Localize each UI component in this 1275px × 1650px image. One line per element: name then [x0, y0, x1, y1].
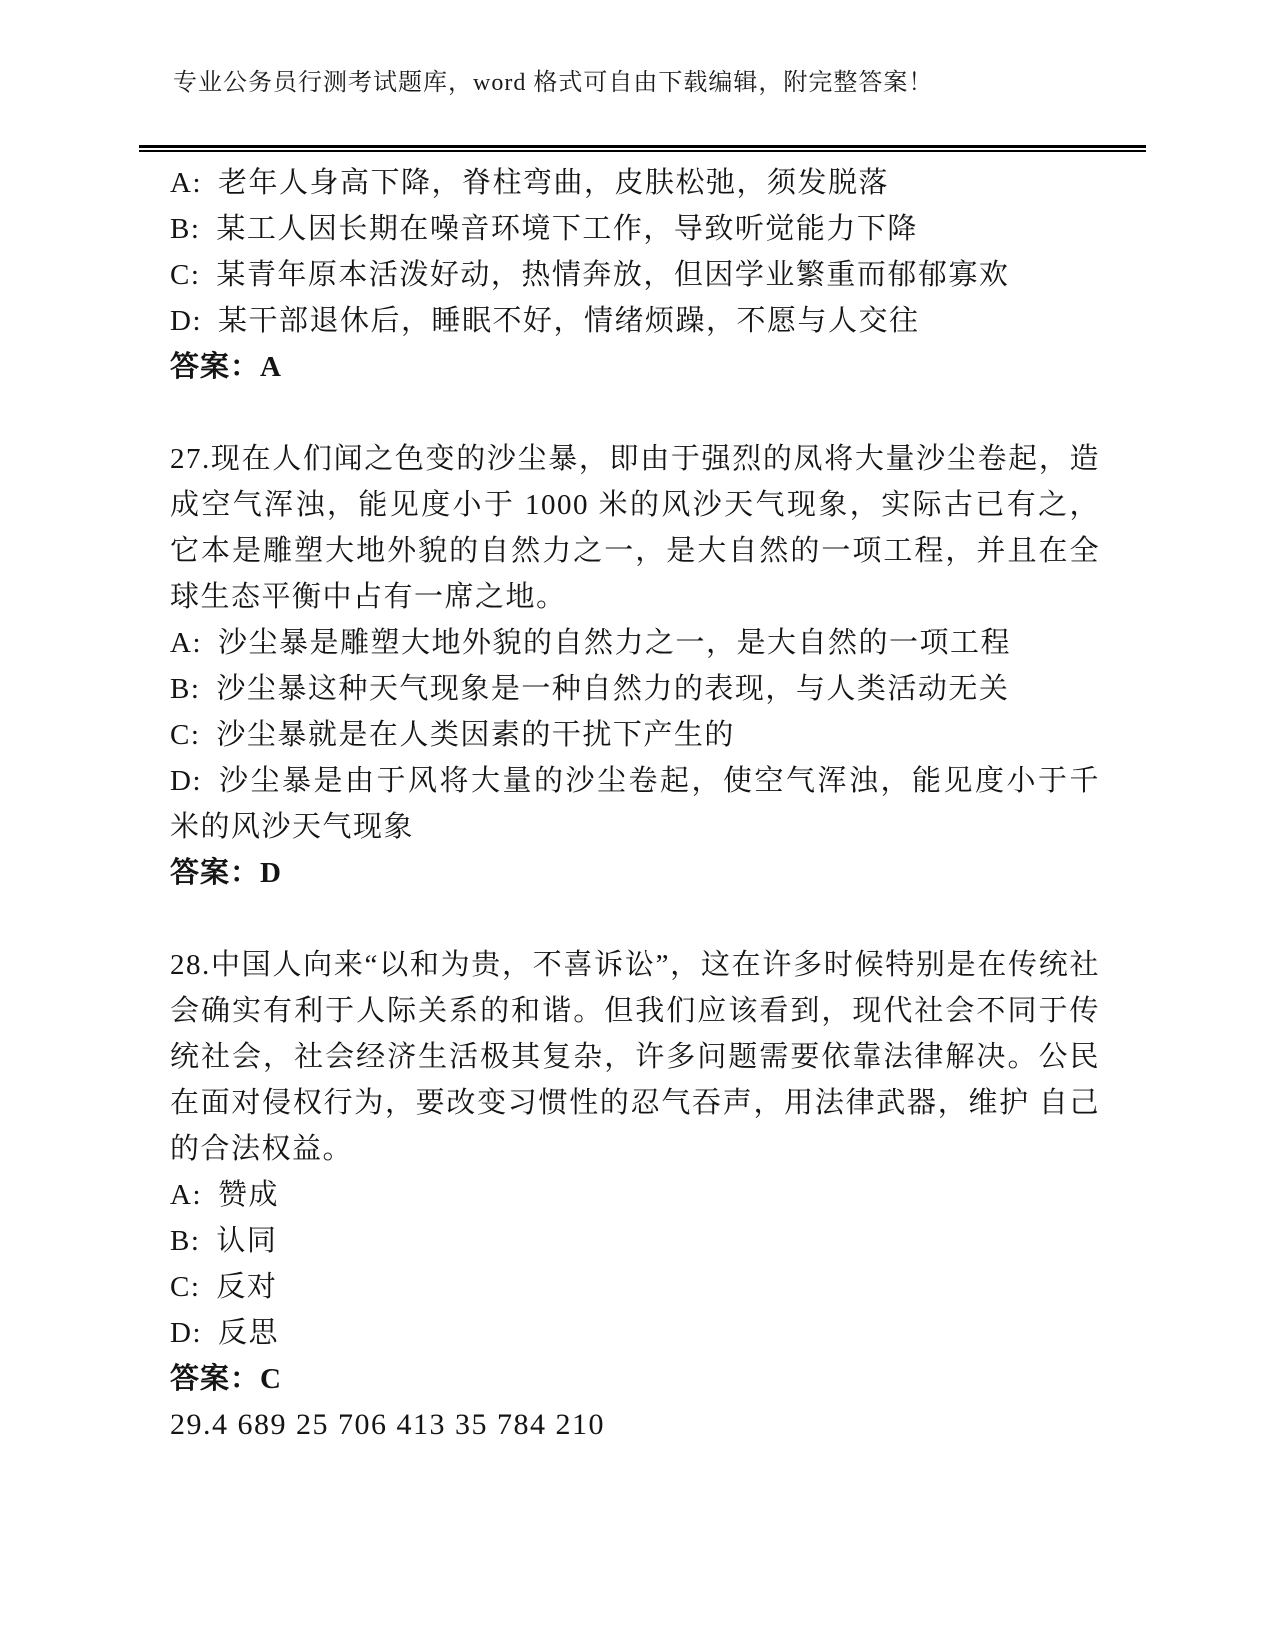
option-text: 沙尘暴是雕塑大地外貌的自然力之一，是大自然的一项工程: [217, 627, 1011, 659]
question-number: 27.: [170, 443, 211, 475]
option-row: [170, 206, 1100, 252]
option-row: [170, 1218, 1100, 1264]
option-row: [170, 758, 1100, 850]
option-text: 某干部退休后，睡眠不好，情绪烦躁，不愿与人交往: [217, 305, 920, 337]
option-text: 赞成: [217, 1179, 279, 1211]
option-label: A:: [170, 1179, 202, 1211]
option-row: [170, 620, 1100, 666]
option-text: 老年人身高下降，脊柱弯曲，皮肤松弛，须发脱落: [217, 167, 889, 199]
question-stem: [170, 436, 1100, 620]
option-text: 认同: [216, 1225, 278, 1257]
header-notice: 专业公务员行测考试题库，word 格式可自由下载编辑，附完整答案！: [173, 70, 934, 96]
option-row: [170, 1172, 1100, 1218]
question-stem-text: 现在人们闻之色变的沙尘暴，即由于强烈的凤将大量沙尘卷起，造成空气浑浊，能见度小于 1000 米的风沙天气现象，实际古已有之，它本是雕塑大地外貌的自然力之一，是大自然的一项工程，并且在全球生态平衡中占有一席之地。: [170, 443, 1100, 613]
option-label: B:: [170, 213, 201, 245]
option-row: [170, 1264, 1100, 1310]
option-label: A:: [170, 167, 202, 199]
option-row: [170, 160, 1100, 206]
option-label: D:: [170, 1317, 202, 1349]
option-text: 反思: [217, 1317, 279, 1349]
answer-prefix: 答案：: [170, 857, 261, 889]
question-number: 29.: [170, 1408, 212, 1441]
option-row: [170, 666, 1100, 712]
number-series-line: [170, 1402, 1100, 1448]
number-series: 4 689 25 706 413 35 784 210: [212, 1408, 605, 1441]
option-label: C:: [170, 719, 201, 751]
option-label: C:: [170, 259, 201, 291]
document-body: [170, 160, 1100, 1448]
question-stem: [170, 942, 1100, 1172]
question-block-28: [170, 942, 1100, 1402]
option-text: 沙尘暴这种天气现象是一种自然力的表现，与人类活动无关: [216, 673, 1010, 705]
question-stem-text: 中国人向来“以和为贵，不喜诉讼”，这在许多时候特别是在传统社会确实有利于人际关系的和谐。但我们应该看到，现代社会不同于传统社会，社会经济生活极其复杂，许多问题需要依靠法律解决。公民在面对侵权行为，要改变习惯性的忍气吞声，用法律武器，维护 自己的合法权益。: [170, 949, 1100, 1165]
question-number: 28.: [170, 949, 211, 981]
option-text: 沙尘暴是由于风将大量的沙尘卷起，使空气浑浊，能见度小于千米的风沙天气现象: [170, 765, 1100, 843]
option-text: 沙尘暴就是在人类因素的干扰下产生的: [216, 719, 735, 751]
option-row: [170, 252, 1100, 298]
option-row: [170, 712, 1100, 758]
question-block-26: [170, 160, 1100, 390]
option-row: [170, 1310, 1100, 1356]
question-block-27: [170, 436, 1100, 896]
answer-prefix: 答案：: [170, 351, 261, 383]
option-text: 某青年原本活泼好动，热情奔放，但因学业繁重而郁郁寡欢: [216, 259, 1010, 291]
option-label: B:: [170, 673, 201, 705]
answer-line: [170, 1356, 1100, 1402]
option-label: D:: [170, 305, 202, 337]
option-text: 反对: [216, 1271, 278, 1303]
answer-letter: D: [260, 857, 282, 889]
answer-letter: A: [260, 351, 282, 383]
answer-prefix: 答案：: [170, 1363, 261, 1395]
option-label: C:: [170, 1271, 201, 1303]
option-text: 某工人因长期在噪音环境下工作，导致听觉能力下降: [216, 213, 918, 245]
answer-line: [170, 344, 1100, 390]
option-label: D:: [170, 765, 202, 797]
answer-letter: C: [260, 1363, 282, 1395]
option-label: A:: [170, 627, 202, 659]
answer-line: [170, 850, 1100, 896]
header-divider-rule: [139, 145, 1146, 152]
option-label: B:: [170, 1225, 201, 1257]
option-row: [170, 298, 1100, 344]
